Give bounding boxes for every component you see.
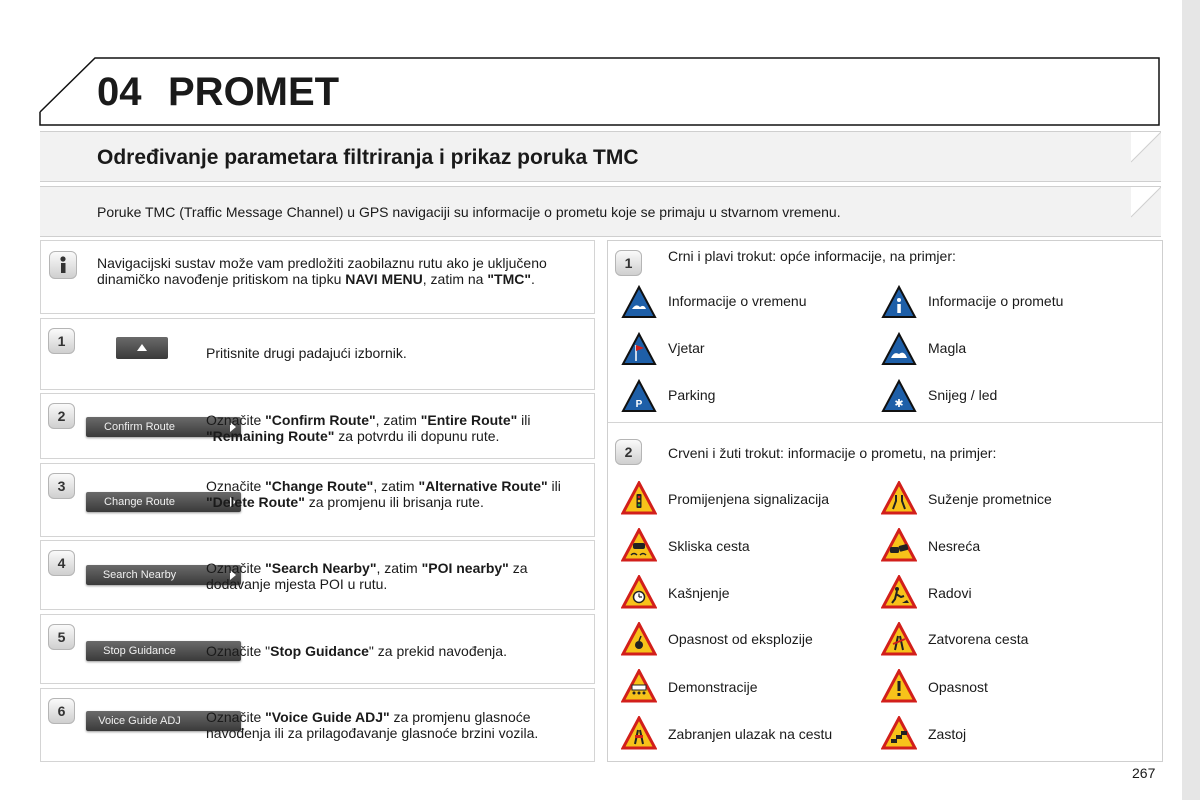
sign-label: Opasnost od eksplozije [668,631,813,647]
sign-label: Parking [668,387,716,403]
step-text: Označite "Voice Guide ADJ" za promjenu glasnoće navođenja ili za prilagođavanje glasnoće brzini vozila. [206,709,539,741]
step-row-3 [40,463,595,537]
sign-label: Zastoj [928,726,967,742]
voice-guide-adj-button[interactable]: Voice Guide ADJ [86,711,241,731]
wind-icon [621,332,657,366]
info-note-text: Navigacijski sustav može vam predložiti zaobilaznu rutu ako je uključeno dinamičko navođenje pritiskom na tipku NAVI MENU, zatim na "TMC". [97,255,547,287]
info-note [40,240,595,314]
sign-label: Demonstracije [668,679,758,695]
info-icon [49,251,77,279]
group-heading: Crveni i žuti trokut: informacije o prometu, na primjer: [668,445,997,461]
no-entry-icon [621,716,657,750]
step-row-6 [40,688,595,762]
step-row-4 [40,540,595,610]
sign-label: Informacije o prometu [928,293,1064,309]
group-number: 2 [615,439,642,465]
intro-band [40,186,1161,237]
info-icon [881,285,917,319]
roadworks-icon [881,575,917,609]
delay-clock-icon [621,575,657,609]
step-text: Označite "Change Route", zatim "Alternative Route" ili "Delete Route" za promjenu ili brisanja rute. [206,478,561,510]
step-row-5 [40,614,595,684]
sign-label: Zatvorena cesta [928,631,1029,647]
page-edge-strip [1182,0,1200,800]
step-number: 6 [48,698,75,724]
intro-text: Poruke TMC (Traffic Message Channel) u GPS navigaciji su informacije o prometu koje se primaju u stvarnom vremenu. [97,204,841,220]
sign-label: Informacije o vremenu [668,293,807,309]
sign-label: Nesreća [928,538,981,554]
road-narrows-icon [881,481,917,515]
sign-label: Snijeg / led [928,387,998,403]
svg-text:✱: ✱ [894,397,904,410]
scroll-up-button[interactable] [116,337,168,359]
step-text: Pritisnite drugi padajući izbornik. [206,345,407,361]
step-number: 3 [48,473,75,499]
weather-icon [621,285,657,319]
group-number: 1 [615,250,642,276]
arrow-up-icon [137,344,147,351]
step-row-2 [40,393,595,459]
sign-label: Promijenjena signalizacija [668,491,830,507]
stop-guidance-button[interactable]: Stop Guidance [86,641,241,661]
sign-label: Suženje prometnice [928,491,1052,507]
svg-text:P: P [635,399,643,410]
accident-icon [881,528,917,562]
fog-icon [881,332,917,366]
search-nearby-button[interactable]: Search Nearby [86,565,241,585]
step-row-1 [40,318,595,390]
sign-label: Zabranjen ulazak na cestu [668,726,833,742]
sign-label: Magla [928,340,967,356]
slippery-road-icon [621,528,657,562]
parking-icon [621,379,657,413]
sign-label: Vjetar [668,340,705,356]
chapter-title: PROMET [168,70,340,114]
danger-icon [881,669,917,703]
section-title-band [40,131,1161,182]
sign-label: Skliska cesta [668,538,750,554]
demonstration-icon [621,669,657,703]
page-number: 267 [1132,765,1156,781]
sign-legend-panel [607,240,1163,762]
sign-label: Opasnost [928,679,988,695]
step-text: Označite "Confirm Route", zatim "Entire Route" ili "Remaining Route" za potvrdu ili dopunu rute. [206,412,531,444]
chapter-number: 04 [97,70,142,114]
sign-label: Radovi [928,585,972,601]
road-closed-icon [881,622,917,656]
congestion-icon [881,716,917,750]
step-text: Označite "Stop Guidance" za prekid navođenja. [206,643,507,659]
snow-icon [881,379,917,413]
step-number: 1 [48,328,75,354]
traffic-light-icon [621,481,657,515]
confirm-route-button[interactable]: Confirm Route [86,417,241,437]
change-route-button[interactable]: Change Route [86,492,241,512]
sign-label: Kašnjenje [668,585,730,601]
step-number: 2 [48,403,75,429]
section-title: Određivanje parametara filtriranja i prikaz poruka TMC [97,146,639,169]
step-text: Označite "Search Nearby", zatim "POI nearby" za dodavanje mjesta POI u rutu. [206,560,528,592]
step-number: 5 [48,624,75,650]
explosion-icon [621,622,657,656]
step-number: 4 [48,550,75,576]
group-heading: Crni i plavi trokut: opće informacije, na primjer: [668,248,956,264]
